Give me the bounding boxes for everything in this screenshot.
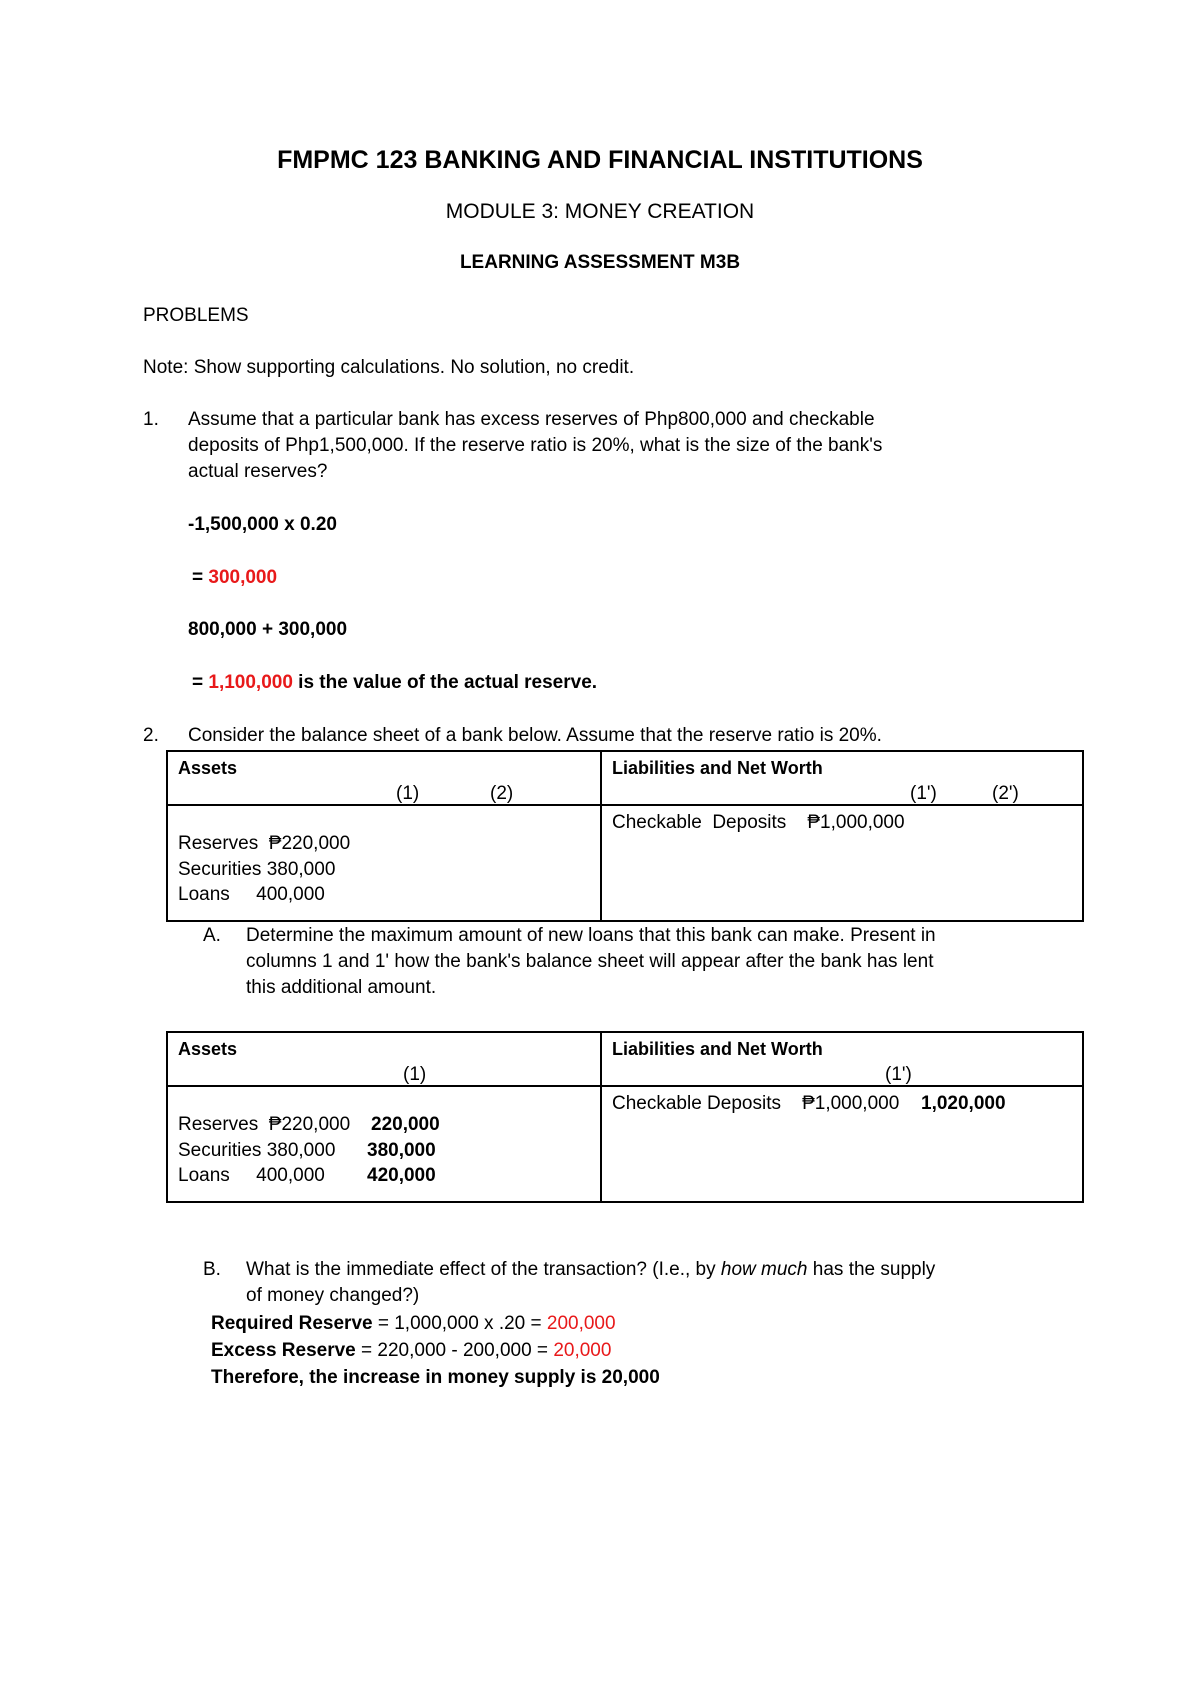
t1-liab-cell (601, 805, 1083, 921)
t1-col1: (1) (396, 783, 420, 804)
q1-result1: 300,000 (208, 567, 278, 588)
excess-reserve-label: Excess Reserve (211, 1340, 356, 1361)
t2-assets-header-cell (167, 1032, 601, 1086)
partB-line1 (246, 1259, 935, 1281)
excess-reserve-expr: = 220,000 - 200,000 = (355, 1340, 554, 1361)
t2-deposits: Checkable Deposits ₱1,000,000 (612, 1093, 900, 1114)
partA-line3: this additional amount. (246, 977, 437, 998)
t2-loans-new: 420,000 (367, 1165, 436, 1186)
q1-result2: 1,100,000 (208, 672, 293, 693)
t1-col2: (2) (490, 783, 514, 804)
t2-col1: (1) (403, 1064, 427, 1085)
partB-line1-b: has the supply (807, 1259, 936, 1280)
t2-liab-cell (601, 1086, 1083, 1202)
t1-reserves: Reserves ₱220,000 (178, 833, 351, 854)
balance-sheet-table-2 (166, 1031, 1084, 1203)
required-reserve-label: Required Reserve (211, 1313, 373, 1334)
t2-liab-header-cell (601, 1032, 1083, 1086)
t1-loans: Loans 400,000 (178, 884, 325, 905)
t2-liab-header: Liabilities and Net Worth (612, 1039, 823, 1059)
t1-liab-header: Liabilities and Net Worth (612, 758, 823, 778)
q1-calc2: 800,000 + 300,000 (188, 619, 348, 640)
q1-result1-line (192, 567, 277, 589)
document-title: FMPMC 123 BANKING AND FINANCIAL INSTITUTIONS (277, 146, 923, 174)
q1-line3: actual reserves? (188, 461, 328, 482)
t2-assets-header: Assets (178, 1039, 238, 1059)
q1-number: 1. (143, 409, 159, 430)
partB-letter: B. (203, 1259, 221, 1280)
t2-securities-new: 380,000 (367, 1140, 436, 1161)
partA-line1: Determine the maximum amount of new loans that this bank can make. Present in (246, 925, 936, 946)
partA-line2: columns 1 and 1' how the bank's balance sheet will appear after the bank has lent (246, 951, 934, 972)
excess-reserve-line (211, 1340, 611, 1362)
t1-securities: Securities 380,000 (178, 859, 336, 880)
balance-sheet-table-1 (166, 750, 1084, 922)
q2-number: 2. (143, 725, 159, 746)
t1-deposits: Checkable Deposits ₱1,000,000 (612, 812, 905, 833)
t1-assets-cell (167, 805, 601, 921)
partB-line2: of money changed?) (246, 1285, 420, 1306)
partB-line1-em: how much (720, 1259, 808, 1280)
q1-eq-sign-2: = (192, 672, 209, 693)
excess-reserve-value: 20,000 (553, 1340, 612, 1361)
q1-result2-line (192, 672, 597, 694)
t2-assets-cell (167, 1086, 601, 1202)
required-reserve-expr: = 1,000,000 x .20 = (372, 1313, 547, 1334)
t2-col1p: (1') (885, 1064, 912, 1085)
note: Note: Show supporting calculations. No solution, no credit. (143, 357, 635, 378)
t2-reserves-new: 220,000 (371, 1114, 440, 1135)
required-reserve-value: 200,000 (546, 1313, 616, 1334)
conclusion: Therefore, the increase in money supply is 20,000 (211, 1367, 660, 1388)
q1-calc1: -1,500,000 x 0.20 (188, 514, 337, 535)
t1-col1p: (1') (910, 783, 937, 804)
problems-label: PROBLEMS (143, 305, 249, 326)
q1-eq-sign: = (192, 567, 209, 588)
t1-liab-header-cell (601, 751, 1083, 805)
required-reserve-line (211, 1313, 616, 1335)
partB-line1-a: What is the immediate effect of the transaction? (I.e., by (246, 1259, 721, 1280)
t2-loans: Loans 400,000 (178, 1165, 325, 1186)
module-title: MODULE 3: MONEY CREATION (445, 200, 755, 223)
q1-line2: deposits of Php1,500,000. If the reserve ratio is 20%, what is the size of the bank's (188, 435, 883, 456)
t1-col2p: (2') (992, 783, 1019, 804)
q1-line1: Assume that a particular bank has excess reserves of Php800,000 and checkable (188, 409, 875, 430)
t2-reserves: Reserves ₱220,000 (178, 1114, 351, 1135)
q1-result2-suffix: is the value of the actual reserve. (292, 672, 598, 693)
q2-text: Consider the balance sheet of a bank below. Assume that the reserve ratio is 20%. (188, 725, 882, 746)
t1-assets-header-cell (167, 751, 601, 805)
t2-deposits-new: 1,020,000 (921, 1093, 1006, 1114)
t1-assets-header: Assets (178, 758, 238, 778)
partA-letter: A. (203, 925, 221, 946)
assessment-title: LEARNING ASSESSMENT M3B (459, 252, 741, 273)
t2-securities: Securities 380,000 (178, 1140, 336, 1161)
